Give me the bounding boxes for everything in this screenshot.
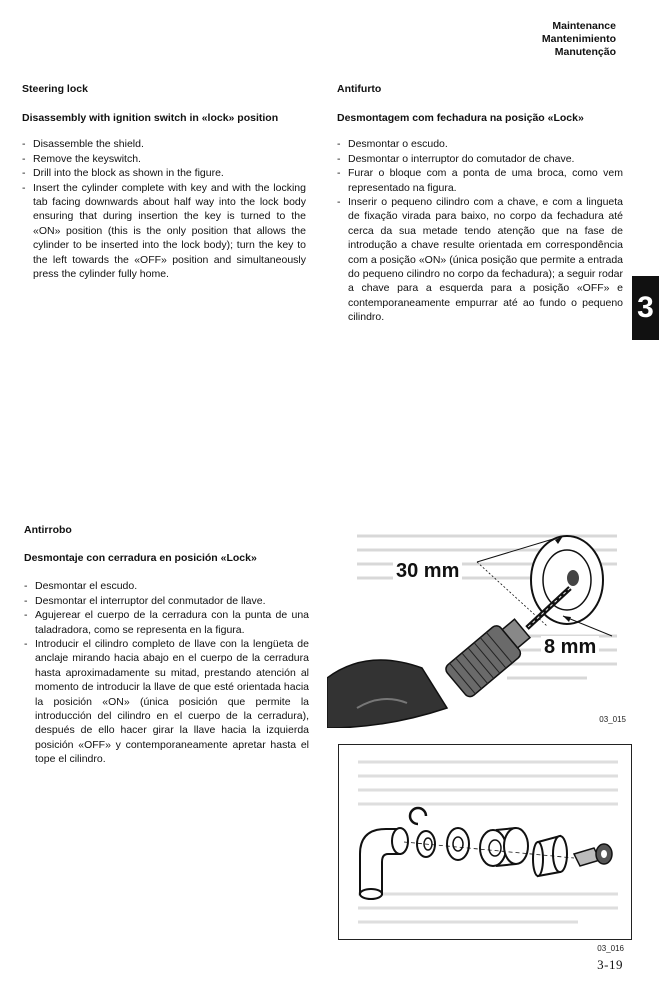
header-line-en: Maintenance — [552, 20, 616, 32]
dimension-8mm-label: 8 mm — [541, 636, 599, 659]
section-title: Antirrobo — [24, 524, 72, 536]
list-item: - Disassemble the shield. — [22, 137, 306, 151]
list-item: - Desmontar el escudo. — [24, 579, 309, 593]
list-item: - Insert the cylinder complete with key and with the locking tab facing downwards about half way into the lock body ensuring that during insertion the key is turned to the «ON» position (this is the only position that allows the cylinder to be inserted into the lock body); turn the key to the left towards the «OFF» position and simultaneously press the cylinder fully home. — [22, 181, 306, 282]
dimension-30mm-label: 30 mm — [393, 560, 462, 583]
cylinder-parts-illustration — [338, 744, 632, 940]
chapter-tab: 3 — [632, 276, 659, 340]
instruction-list — [22, 137, 306, 281]
section-title: Antifurto — [337, 83, 382, 95]
instruction-list — [24, 579, 309, 766]
list-item: - Inserir o pequeno cilindro com a chave, e com a lingueta de fixação virada para baixo, no corpo da fechadura até cerca da sua metade tendo atenção que na fase de introdução a chave resulte orientada em correspondência com a posição «ON» (única posição que permite a entrada do pequeno cilindro no corpo da fechadura); a seguir rodar a chave para a esquerda para a posição «OFF» e contemporaneamente empurrar até ao fundo o pequeno cilindro. — [337, 195, 623, 325]
portuguese-section — [337, 82, 623, 325]
drill-illustration — [327, 518, 634, 728]
instruction-list — [337, 137, 623, 324]
list-item: - Introducir el cilindro completo de llave con la lengüeta de anclaje mirando hacia abajo en el cuerpo de la cerradura hasta aproximadamente su mitad, prestando atención al momento de introducir la llave de que esté orientada hacia la posición «ON» (única posición que permite la introducción del cilindro en el cuerpo de la cerradura), después de ello hacer girar la llave hacia la izquierda posición «OFF» y contemporaneamente apretar hasta el tope el cilindro. — [24, 637, 309, 767]
section-subtitle: Desmontaje con cerradura en posición «Lock» — [24, 552, 257, 565]
list-item: - Desmontar el interruptor del conmutador de llave. — [24, 594, 309, 608]
page-number: 3-19 — [597, 957, 623, 972]
section-subtitle: Desmontagem com fechadura na posição «Lock» — [337, 112, 584, 125]
list-item: - Furar o bloque com a ponta de uma broca, como vem representado na figura. — [337, 166, 623, 195]
list-item: - Remove the keyswitch. — [22, 152, 306, 166]
list-item: - Desmontar o escudo. — [337, 137, 623, 151]
header-line-es: Mantenimiento — [541, 33, 616, 45]
figure-label: 03_016 — [597, 944, 624, 953]
drilling-figure — [327, 518, 634, 728]
figure-label: 03_015 — [599, 715, 626, 724]
page-header — [542, 20, 616, 59]
header-line-pt: Manutenção — [554, 46, 616, 58]
spanish-section — [24, 523, 309, 767]
exploded-view-figure — [338, 744, 632, 953]
list-item: - Desmontar o interruptor do comutador de chave. — [337, 152, 623, 166]
english-section — [22, 82, 306, 281]
list-item: - Drill into the block as shown in the figure. — [22, 166, 306, 180]
section-title: Steering lock — [22, 83, 88, 95]
section-subtitle: Disassembly with ignition switch in «lock» position — [22, 112, 279, 125]
list-item: - Agujerear el cuerpo de la cerradura con la punta de una taladradora, como se representa en la figura. — [24, 608, 309, 637]
